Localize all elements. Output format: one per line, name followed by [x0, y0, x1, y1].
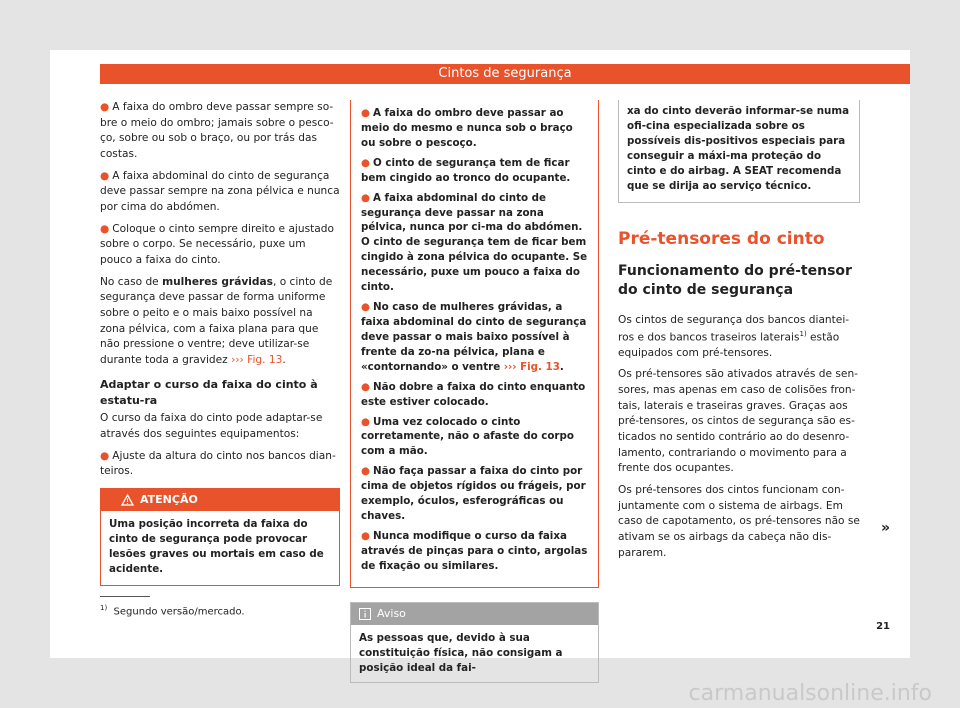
list-item: ● Uma vez colocado o cinto corretamente, não o afaste do corpo com a mão. — [361, 415, 574, 458]
column-middle — [350, 100, 599, 683]
footnote-ref: 1) — [799, 329, 807, 338]
list-item: ● Não dobre a faixa do cinto enquanto este estiver colocado. — [361, 380, 586, 408]
list-item: ● Ajuste da altura do cinto nos bancos dian-teiros. — [100, 449, 336, 478]
warning-header: ATENÇÃO — [101, 489, 339, 511]
bullet-icon: ● — [361, 107, 370, 119]
bullet-icon: ● — [361, 465, 370, 478]
paragraph: Os cintos de segurança dos bancos diantei-ros e dos bancos traseiros laterais$^{1)}$ estão equipados com pré-tensores. — [618, 313, 850, 359]
bullet-icon: ● — [100, 222, 110, 235]
continue-arrow: » — [880, 520, 890, 536]
bullet-icon: ● — [361, 191, 370, 204]
list-item: ● No caso de mulheres grávidas, a faixa abdominal do cinto de segurança deve passar o mais baixo possível à frente da zo-na pélvica, plana e «contornando» o ventre ››› Fig. 13. — [361, 301, 587, 373]
bullet-icon: ● — [361, 529, 370, 542]
warning-icon — [121, 494, 134, 506]
bullet-icon: ● — [100, 449, 110, 462]
aviso-body: As pessoas que, devido à sua constituição física, não consigam a posição ideal da fai- — [359, 631, 563, 674]
page-header: Cintos de segurança — [100, 64, 910, 84]
list-item: ● Não faça passar a faixa do cinto por cima de objetos rígidos ou frágeis, por exemplo, óculos, esferográficas ou chaves. — [361, 465, 586, 523]
watermark: carmanualsonline.info — [688, 681, 932, 706]
aviso-continuation: xa do cinto deverão informar-se numa ofi-cina especializada sobre os possíveis dis-positivos especiais para conseguir a máxi-ma proteção do cinto e do airbag. A SEAT recomenda que se dirija ao serviço técnico. — [618, 100, 860, 203]
footnote: $^{1)}$ Segundo versão/mercado. — [100, 604, 245, 618]
figure-link[interactable]: ››› Fig. 13 — [231, 354, 283, 367]
section-subtitle: Funcionamento do pré-tensor do cinto de segurança — [618, 262, 852, 299]
section-title: Pré-tensores do cinto — [618, 228, 825, 249]
subheading: Adaptar o curso da faixa do cinto à estatu-ra — [100, 377, 318, 408]
column-right — [618, 100, 860, 567]
list-item: ● Nunca modifique o curso da faixa através de pinças para o cinto, argolas de fixação ou similares. — [361, 529, 588, 572]
paragraph: Os pré-tensores dos cintos funcionam con-juntamente com o sistema de airbags. Em caso de capotamento, os pré-tensores não se ativam se os airbags da cabeça não dis-pararem. — [618, 484, 860, 559]
aviso-box — [350, 602, 599, 683]
list-item: ● A faixa abdominal do cinto de segurança deve passar na zona pélvica, nunca por ci-ma do abdómen. O cinto de segurança tem de ficar bem cingido à zona pélvica do ocupante. Se necessário, puxe um pouco a faixa do cinto. — [361, 191, 588, 294]
bullet-icon: ● — [361, 156, 370, 169]
bullet-icon: ● — [100, 169, 110, 182]
manual-page — [50, 50, 910, 674]
list-item: ● Coloque o cinto sempre direito e ajustado sobre o corpo. Se necessário, puxe um pouco a faixa do cinto. — [100, 222, 334, 267]
page-number: 21 — [876, 621, 890, 632]
bullet-icon: ● — [100, 101, 110, 113]
warning-body: Uma posição incorreta da faixa do cinto de segurança pode provocar lesões graves ou mortais em caso de acidente. — [109, 517, 324, 575]
info-icon — [359, 608, 371, 620]
paragraph: Os pré-tensores são ativados através de sen-sores, mas apenas em caso de colisões fron-tais, laterais e traseiras graves. Graças aos pré-tensores, os cintos de segurança são es-ticados no sentido contrário ao do desenro-lamento, contrariando o movimento para a frente dos ocupantes. — [618, 368, 858, 475]
bullet-icon: ● — [361, 301, 370, 314]
figure-link[interactable]: ››› Fig. 13 — [503, 360, 560, 373]
warning-continuation — [350, 100, 599, 588]
paragraph: O curso da faixa do cinto pode adaptar-se através dos seguintes equipamentos: — [100, 412, 323, 440]
bullet-icon: ● — [361, 415, 370, 428]
list-item: ● O cinto de segurança tem de ficar bem cingido ao tronco do ocupante. — [361, 156, 571, 184]
pregnant-paragraph: No caso de mulheres grávidas, o cinto de segurança deve passar de forma uniforme sobre o peito e o mais baixo possível na zona pélvica, com a faixa plana para que não pressione o ventre; deve utilizar-se durante toda a gravidez ››› Fig. 13. — [100, 275, 333, 367]
bullet-icon: ● — [361, 380, 370, 393]
aviso-header: Aviso — [351, 603, 598, 625]
column-left — [100, 100, 340, 586]
warning-box — [100, 488, 340, 586]
list-item: ● A faixa abdominal do cinto de segurança deve passar sempre na zona pélvica e nunca por cima do abdómen. — [100, 169, 340, 214]
footnote-divider — [100, 596, 150, 597]
list-item: ● A faixa do ombro deve passar sempre so-bre o meio do ombro; jamais sobre o pesco-ço, sobre ou sob o braço, ou por trás das costas. — [100, 101, 334, 161]
list-item: ● A faixa do ombro deve passar ao meio do mesmo e nunca sob o braço ou sobre o pescoço. — [361, 107, 573, 149]
